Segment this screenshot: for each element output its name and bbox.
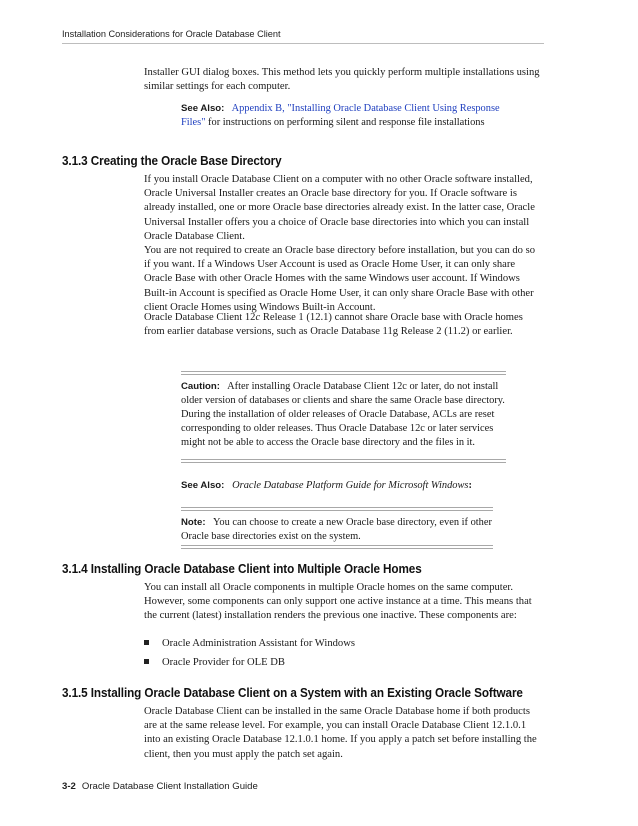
see-also-block <box>181 102 501 130</box>
caution-bottom-rule <box>181 459 506 463</box>
paragraph-text: If you install Oracle Database Client on a computer with no other Oracle software installed, Oracle Universal Installer creates an Oracle base directory for you. If Oracle software is already installed, one or more Oracle base directories already exist. In the latter case, Oracle Universal Installer offers you a choice of Oracle base directories into which you can install Oracle Database Client. <box>144 174 535 242</box>
paragraph-text-a: Oracle Database Client 12 <box>144 312 256 323</box>
caution-block <box>181 380 506 450</box>
section-3-1-5-paragraph-1 <box>144 705 544 762</box>
list-item <box>144 637 544 651</box>
section-3-1-3-paragraph-1 <box>144 173 544 244</box>
caution-text: After installing Oracle Database Client 12c or later, do not install older version of databases or clients and share the same Oracle base directory. During the installation of older releases of Oracle Database, ACLs are reset corresponding to older releases. Thus Oracle Database 12c or later services might not be able to access the Oracle base directory and the files in it. <box>181 381 505 448</box>
note-label: Note: <box>181 517 206 528</box>
platform-guide-title: Oracle Database Platform Guide for Microsoft Windows <box>232 480 469 491</box>
note-text: You can choose to create a new Oracle base directory, even if other Oracle base directories exist on the system. <box>181 517 492 542</box>
section-3-1-3-paragraph-2 <box>144 244 544 315</box>
see-also-label: See Also: <box>181 103 225 114</box>
running-head: Installation Considerations for Oracle Database Client <box>62 29 281 39</box>
paragraph-text: Oracle Database Client can be installed in the same Oracle Database home if both products are at the same release level. For example, you can install Oracle Database Client 12.1.0.1 into an existing Oracle Database 12.1.0.1 home. If you apply a patch set before installing the client, then you must apply the patch set again. <box>144 706 537 760</box>
page-number: 3-2 <box>62 781 76 792</box>
bullet-square-icon <box>144 640 149 645</box>
see-also-rest: for instructions on performing silent and response file installations <box>205 117 485 128</box>
note-bottom-rule <box>181 545 493 549</box>
see-also-2-block <box>181 479 506 493</box>
page-footer <box>62 781 258 792</box>
caution-top-rule <box>181 371 506 375</box>
list-item <box>144 656 544 670</box>
section-3-1-3-paragraph-3 <box>144 311 544 339</box>
paragraph-text: You are not required to create an Oracle base directory before installation, but you can do so if you want. If a Windows User Account is used as Oracle Home User, it can only share Oracle Base with other Oracle Homes with the same Windows user account. If Windows Built-in Account is specified as Oracle Home User, it can only share Oracle Base with other client Oracle Homes using Windows Built-in Account. <box>144 245 536 313</box>
italic-c: c <box>255 312 261 323</box>
see-also-2-label: See Also: <box>181 480 225 491</box>
footer-title: Oracle Database Client Installation Guide <box>81 781 258 792</box>
header-rule <box>62 43 544 44</box>
intro-paragraph <box>144 66 544 94</box>
caution-label: Caution: <box>181 381 220 392</box>
list-item-text: Oracle Administration Assistant for Windows <box>162 638 355 649</box>
paragraph-text-b: Release 1 (12.1) cannot share Oracle base with Oracle homes from earlier database versions, such as Oracle Database 11g Release 2 (11.2) or earlier. <box>144 312 523 338</box>
see-also-2-colon: : <box>468 480 472 491</box>
list-item-text: Oracle Provider for OLE DB <box>162 657 285 668</box>
paragraph-text: You can install all Oracle components in multiple Oracle homes on the same computer. However, some components can only support one active instance at a time. This means that the current (latest) installation renders the previous one inactive. These components are: <box>144 582 532 622</box>
section-heading-3-1-3: 3.1.3 Creating the Oracle Base Directory <box>62 154 282 168</box>
bullet-square-icon <box>144 659 149 664</box>
section-3-1-4-paragraph-1 <box>144 581 544 624</box>
appendix-b-link[interactable]: Appendix B, "Installing Oracle Database Client Using Response Files" <box>181 103 500 128</box>
section-heading-3-1-5: 3.1.5 Installing Oracle Database Client on a System with an Existing Oracle Software <box>62 686 523 700</box>
intro-text: Installer GUI dialog boxes. This method lets you quickly perform multiple installations using similar settings for each computer. <box>144 67 540 93</box>
note-top-rule <box>181 507 493 511</box>
note-block <box>181 516 499 544</box>
section-heading-3-1-4: 3.1.4 Installing Oracle Database Client into Multiple Oracle Homes <box>62 562 422 576</box>
